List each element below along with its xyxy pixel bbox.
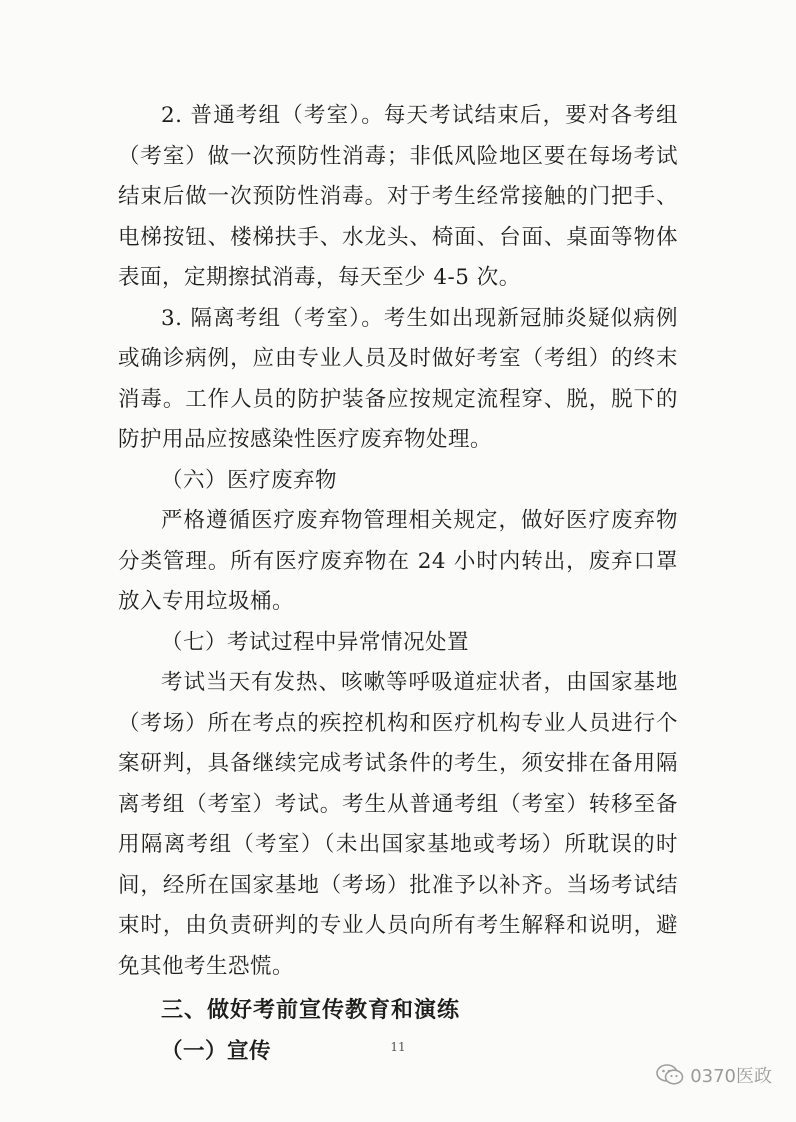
section-heading-publicity-education: 三、做好考前宣传教育和演练 xyxy=(161,998,461,1023)
subheading-abnormal-situations: （七）考试过程中异常情况处置 xyxy=(161,629,470,655)
paragraph-isolation-exam-room: 3. 隔离考组（考室）。考生如出现新冠肺炎疑似病例或确诊病例，应由专业人员及时做好考室（考组）的终末消毒。工作人员的防护装备应按规定流程穿、脱，脱下的防护用品应按感染性医疗废弃物处理。 xyxy=(118,305,678,452)
watermark-label: 0370医政 xyxy=(690,1066,772,1087)
paragraph-general-exam-room: 2. 普通考组（考室）。每天考试结束后，要对各考组（考室）做一次预防性消毒；非低风险地区要在每场考试结束后做一次预防性消毒。对于考生经常接触的门把手、电梯按钮、楼梯扶手、水龙头、椅面、台面、桌面等物体表面，定期擦拭消毒，每天至少 4-5 次。 xyxy=(118,103,678,290)
paragraph-abnormal-situations: 考试当天有发热、咳嗽等呼吸道症状者，由国家基地（考场）所在考点的疾控机构和医疗机构专业人员进行个案研判，具备继续完成考试条件的考生，须安排在备用隔离考组（考室）考试。考生从普通考组（考室）转移至备用隔离考组（考室）（未出国家基地或考场）所耽误的时间，经所在国家基地（考场）批准予以补齐。当场考试结束时，由负责研判的专业人员向所有考生解释和说明，避免其他考生恐慌。 xyxy=(118,670,678,979)
subheading-publicity: （一）宣传 xyxy=(161,1038,272,1064)
subheading-medical-waste: （六）医疗废弃物 xyxy=(161,467,338,493)
page-number: 11 xyxy=(390,1040,406,1054)
document-body xyxy=(118,96,678,1072)
paragraph-medical-waste: 严格遵循医疗废弃物管理相关规定，做好医疗废弃物分类管理。所有医疗废弃物在 24 小时内转出，废弃口罩放入专用垃圾桶。 xyxy=(118,508,678,614)
wechat-icon xyxy=(656,1064,684,1086)
wechat-watermark xyxy=(656,1062,772,1088)
